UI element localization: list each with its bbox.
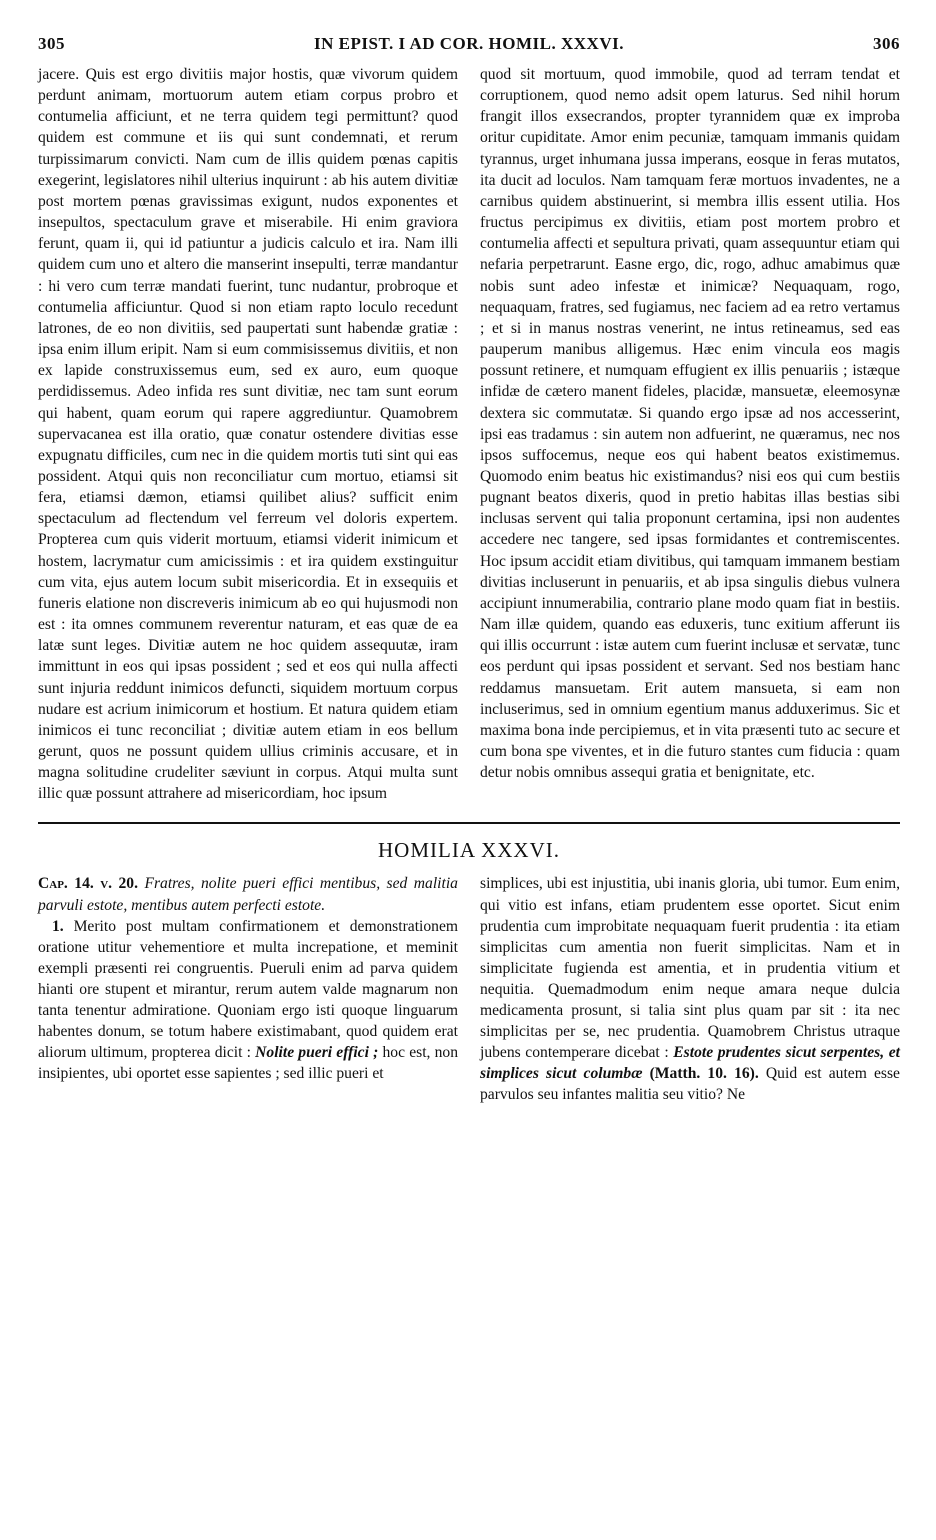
lower-right-column xyxy=(480,873,900,1105)
paragraph-one xyxy=(38,916,458,1085)
upper-left-column xyxy=(38,64,458,804)
upper-right-column xyxy=(480,64,900,804)
upper-columns xyxy=(38,64,900,804)
upper-right-text: quod sit mortuum, quod immobile, quod ad terram tendat et corruptionem, quod nemo adsit opem laturus. Sed nihil horum frangit illos exsecrandos, propter tyrannidem quæ ex improba oritur cupiditate. Amor enim pecuniæ, tamquam immanis quidam tyrannus, urget inhumana jussa imperans, eosque in feras mutatos, ita ducit ad loculos. Nam tamquam feræ mortuos invadentes, ne a carnibus quidem abstinuerint, si membra illis essent utilia. Hos fructus percipimus ex divitiis, etiam post mortem probro et contumelia affecti et sepultura privati, quam assequuntur etiam qui nefaria perpetrarunt. Easne ergo, dic, rogo, adhuc amabimus quæ nobis sunt adeo infestæ et inimicæ? Nequaquam, rogo, nequaquam, fratres, sed fugiamus, nec faciem ad ea retro vertamus ; et si in manus nostras venerint, ne intus retineamus, sed eas pauperum manibus alligemus. Hæc enim vincula eos magis possunt retinere, et numquam effugient ex illis penuariis ; istæque infidæ de cætero manent fideles, placidæ, mansuetæ, eleemosynæ dextera sic commutatæ. Si quando ergo ipsæ ad nos accesserint, ipsi eas tradamus : sin autem non adfuerint, ne quæramus, nec nos ipsos suffocemus, neque eos qui habent beatos existimemus. Quomodo enim beatus hic existimandus? nisi eos qui cum bestiis pugnant beatos dixeris, quod in pretio habitas illas bestias sibi inclusas servent qui talia proponunt certamina, ipsi non audentes accedere nec tangere, sed ipsas formidantes et contremiscentes. Hoc ipsum accidit etiam divitibus, qui tamquam immanem bestiam divitias incluserunt in penuariis, et ab ipsa singulis diebus vulnera accipiunt innumerabilia, contrario plane modo quam fiat in bestiis. Nam illæ quidem, quando eas eduxeris, tunc exitium afferunt iis qui illis occurrunt : istæ autem cum fuerint inclusæ et servatæ, tunc eos perdunt qui ipsas possident et servant. Sed nos bestiam hanc reddamus mansuetam. Erit autem mansueta, si eam non incluserimus, sed in omnium egentium manus adduxerimus. Sic et maxima bona inde percipiemus, et in vita præsenti tuto ac secure et cum bona spe viventes, et in die futuro stantes cum fiducia : quam detur nobis omnibus assequi gratia et benignitate, etc. xyxy=(480,66,900,782)
lower-right-paragraph xyxy=(480,873,900,1105)
lower-right-tail: Quid est autem esse parvulos seu infantes malitia seu vitio? Ne xyxy=(480,1065,900,1104)
lower-columns xyxy=(38,873,900,1105)
paragraph-number: 1. xyxy=(52,917,64,935)
chapter-label: Cap. 14. v. 20. xyxy=(38,875,138,893)
page-number-right: 306 xyxy=(873,34,900,53)
lower-right-text: simplices, ubi est injustitia, ubi inanis gloria, ubi tumor. Eum enim, qui vitio est infans, etiam prudentem esse oportet. Sicut enim prudentia cum improbitate nequaquam fuerit prudentia : ita etiam simplicitas cum amentia non fuerit simplicitas. Nam et in simplicitate fugienda est amentia, et in prudentia vitium et nequitia. Quemadmodum enim neque amara neque dulcia medicamenta prosunt, si talia sint plus quam par sit : ita nec simplicitas per se, nec prudentia. Quamobrem Christus utraque jubens contemperare dicebat : xyxy=(480,875,900,1062)
lower-left-column xyxy=(38,873,458,1105)
lower-left-tail: hoc est, non insipientes, ubi oportet esse sapientes ; sed illic pueri et xyxy=(38,1044,459,1083)
scripture-reference: (Matth. 10. 16). xyxy=(649,1065,759,1083)
lower-left-quote: Nolite pueri effici ; xyxy=(255,1044,379,1062)
page-number-left: 305 xyxy=(38,34,65,53)
section-divider xyxy=(38,822,900,824)
lower-right-quote: Estote prudentes sicut serpentes, et simplices sicut columbæ xyxy=(480,1044,900,1083)
homily-heading: HOMILIA XXXVI. xyxy=(378,838,560,863)
upper-left-text: jacere. Quis est ergo divitiis major hostis, quæ vivorum quidem perdunt animam, mortuorum autem etiam corpus probro et contumelia afficiunt, et ne terra quidem tegi permittunt? quod quidem est commune et iis qui sunt condemnati, et rerum turpissimarum convicti. Nam cum de illis quidem pœnas capitis exegerint, legislatores nihil ulterius inquirunt : ab his autem divitiæ post mortem pœnas gravissimas exigunt, nudos exponentes et insepultos, spectaculum grave et miserabile. Hi enim graviora ferunt, quam ii, qui id patiuntur a judicis calculo et ira. Nam illi quidem cum uno et altero die manserint insepulti, terræ mandantur : hi vero cum terræ mandati fuerint, tunc nudantur, probroque et contumelia afficiuntur. Quod si non etiam rapto loculo recedunt latrones, de eo non divitiis, sed paupertati sunt habendæ gratiæ : ipsa enim illum eripit. Nam si eum commisissemus divitiis, et non ex lapide construxissemus eum, sed ex auro, eum quoque perdidissemus. Adeo infida res sunt divitiæ, nec tam sunt eorum qui habent, quam eorum qui rapere aggrediuntur. Quamobrem supervacanea est illa oratio, quæ conatur ostendere divitias esse expugnatu difficiles, cum nec in die quidem mortis tuti sint qui eas possident. Atqui quis non reconciliatur cum mortuo, etiamsi sit fera, etiamsi dæmon, etiamsi quilibet alius? sufficit enim spectaculum ad flectendum vel ferreum vel doloris expertem. Propterea cum quis viderit mortuum, etiamsi viderit inimicum et hostem, lacrymatur cum amicissimis : et ira quidem exstinguitur cum vita, ejus autem locum subit misericordia. Et in exsequiis et funeris elatione non discreveris inimicum ab eo qui hujusmodi non est : ita omnes communem reverentur naturam, et eas quæ de ea latæ sunt leges. Divitiæ autem ne hoc quidem assequutæ, iram immittunt in eos qui ipsas possident ; sed et eos qui nulla affecti sunt injuria reddunt inimicos defuncti, siquidem mortuum corpus nudare est acrium inimicorum et hostium. Et natura quidem etiam inimicos ei tunc reconciliat ; divitiæ autem etiam in eos bellum gerunt, quos ne possunt quidem ullius criminis accusare, et in magna solitudine crudeliter sæviunt in corpus. Atqui multa sunt illic quæ possunt attrahere ad misericordiam, hoc ipsum xyxy=(38,66,458,803)
lemma-text: Fratres, nolite pueri effici mentibus, sed malitia parvuli estote, mentibus autem perfecti estote. xyxy=(38,875,458,914)
chapter-lemma xyxy=(38,873,458,915)
running-title: IN EPIST. I AD COR. HOMIL. XXXVI. xyxy=(314,34,624,53)
lower-left-text: Merito post multam confirmationem et demonstrationem oratione utitur vehementiore et multa increpatione, et meminit exempli præsenti rei congruentis. Pueruli enim ad parva quidem hianti ore stupent et mirantur, rerum autem valde magnarum non tanta tenentur admiratione. Quoniam ergo isti quoque linguarum habentes donum, se totum habere existimabant, quod quidem erat aliorum ultimum, propterea dicit : xyxy=(38,917,458,1062)
running-header xyxy=(38,28,900,58)
